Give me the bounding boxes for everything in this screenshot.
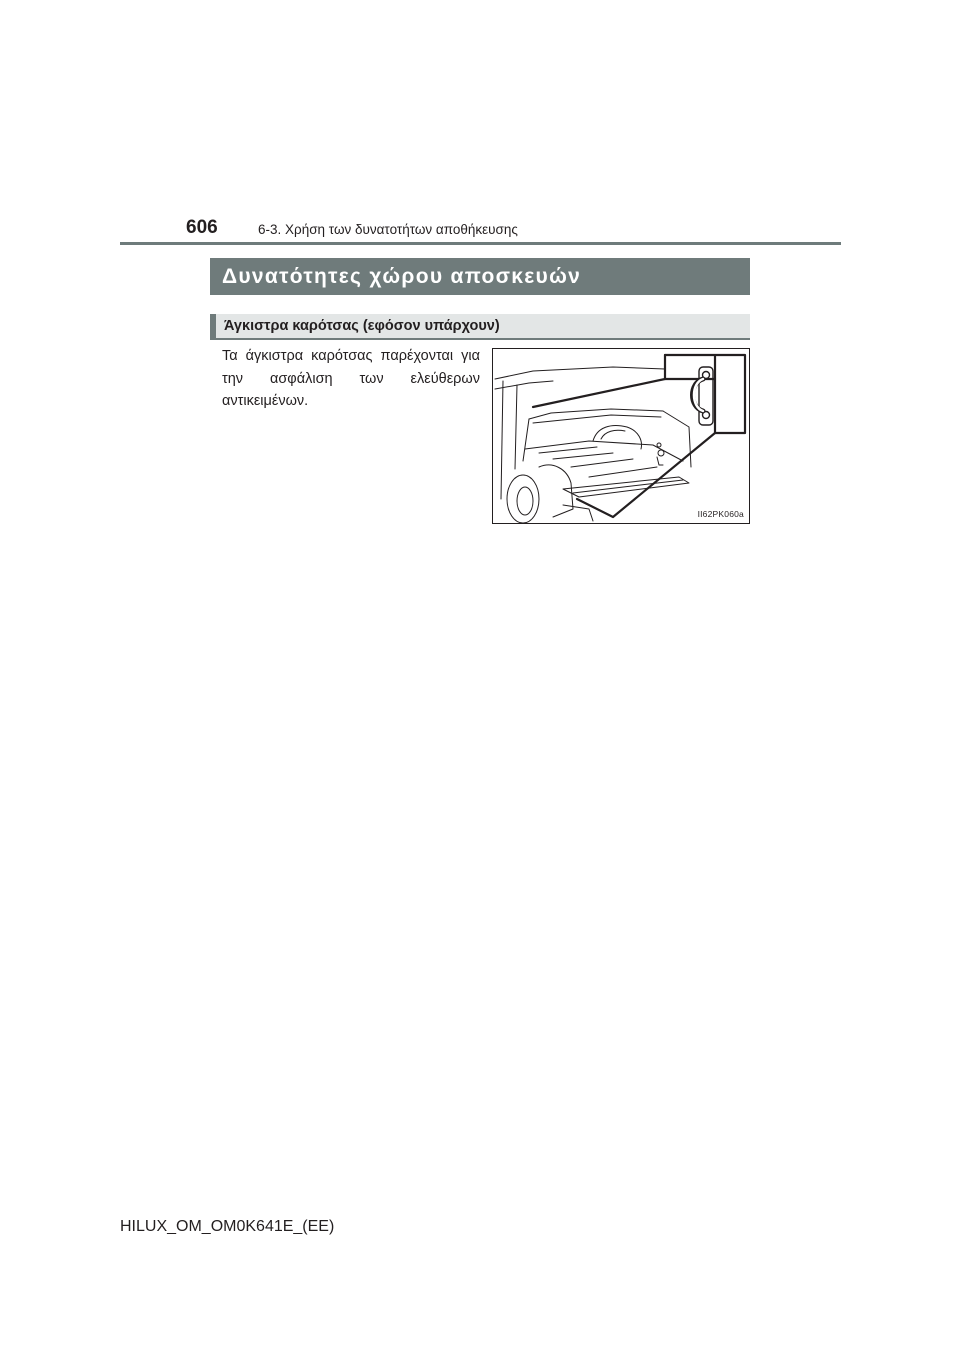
page-number: 606	[186, 217, 218, 238]
figure-code: II62PK060a	[697, 509, 744, 519]
deck-hook-illustration	[492, 348, 750, 524]
section-title: Δυνατότητες χώρου αποσκευών	[210, 258, 750, 295]
header-rule	[120, 242, 841, 245]
footer-doc-id: HILUX_OM_OM0K641E_(EE)	[120, 1218, 335, 1235]
truck-bed-drawing	[493, 349, 750, 524]
subsection-title: Άγκιστρα καρότσας (εφόσον υπάρχουν)	[224, 318, 500, 334]
subsection-accent	[210, 314, 216, 338]
subsection-header	[210, 314, 750, 340]
body-paragraph: Τα άγκιστρα καρότσας παρέχονται για την ασφάλιση των ελεύθερων αντικειμένων.	[222, 348, 480, 409]
running-head: 6-3. Χρήση των δυνατοτήτων αποθήκευσης	[258, 222, 518, 237]
